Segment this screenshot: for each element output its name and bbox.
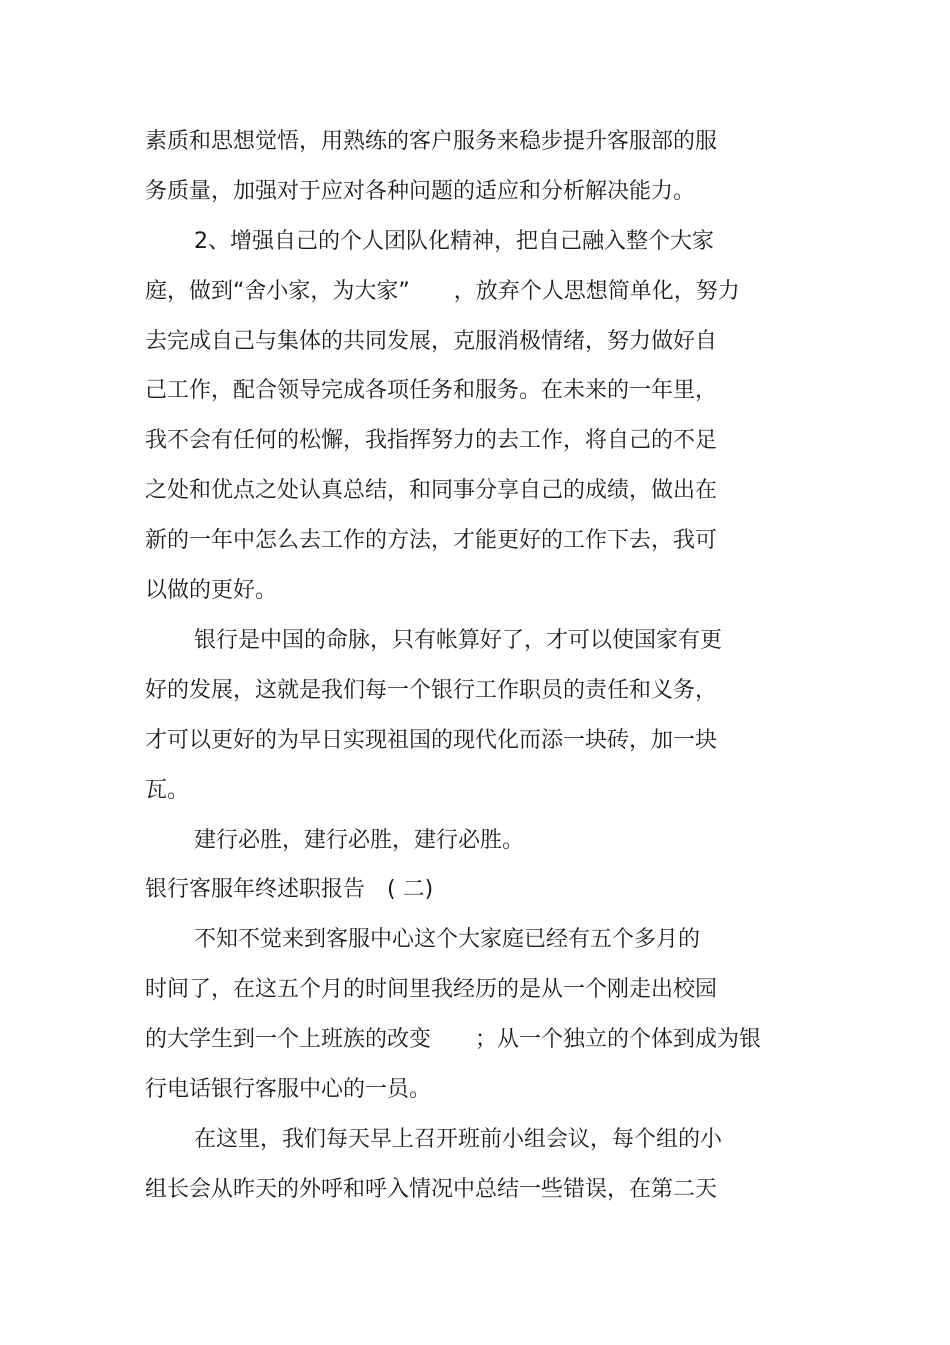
- text-line: 素质和思想觉悟，用熟练的客户服务来稳步提升客服部的服: [145, 129, 718, 154]
- text-line: 庭，做到“舍小家，为大家” ，放弃个人思想简单化，努力: [145, 279, 740, 304]
- text-line: 去完成自己与集体的共同发展，克服消极情绪，努力做好自: [145, 329, 718, 354]
- text-line: 新的一年中怎么去工作的方法，才能更好的工作下去，我可: [145, 528, 718, 553]
- text-line: 建行必胜，建行必胜，建行必胜。: [194, 828, 525, 853]
- text-line: 好的发展，这就是我们每一个银行工作职员的责任和义务，: [145, 678, 718, 703]
- section-heading: 银行客服年终述职报告 ( 二): [145, 877, 434, 902]
- text-line: 才可以更好的为早日实现祖国的现代化而添一块砖，加一块: [145, 728, 718, 753]
- text-line: 时间了，在这五个月的时间里我经历的是从一个刚走出校园: [145, 977, 718, 1002]
- text-line: 银行是中国的命脉，只有帐算好了，才可以使国家有更: [194, 628, 723, 653]
- text-line: 我不会有任何的松懈，我指挥努力的去工作，将自己的不足: [145, 428, 718, 453]
- text-line: 务质量，加强对于应对各种问题的适应和分析解决能力。: [145, 179, 696, 204]
- text-line: 之处和优点之处认真总结，和同事分享自己的成绩，做出在: [145, 478, 718, 503]
- text-line: 以做的更好。: [145, 578, 278, 603]
- text-line: 的大学生到一个上班族的改变 ；从一个独立的个体到成为银: [145, 1027, 762, 1052]
- text-line: 行电话银行客服中心的一员。: [145, 1077, 432, 1102]
- text-line: 组长会从昨天的外呼和呼入情况中总结一些错误，在第二天: [145, 1177, 718, 1202]
- text-line: 不知不觉来到客服中心这个大家庭已经有五个多月的: [194, 927, 701, 952]
- text-line: 己工作，配合领导完成各项任务和服务。在未来的一年里，: [145, 378, 718, 403]
- text-line: 瓦。: [145, 778, 190, 803]
- text-line: 在这里，我们每天早上召开班前小组会议，每个组的小: [194, 1127, 723, 1152]
- text-line: 2、增强自己的个人团队化精神，把自己融入整个大家: [194, 229, 714, 254]
